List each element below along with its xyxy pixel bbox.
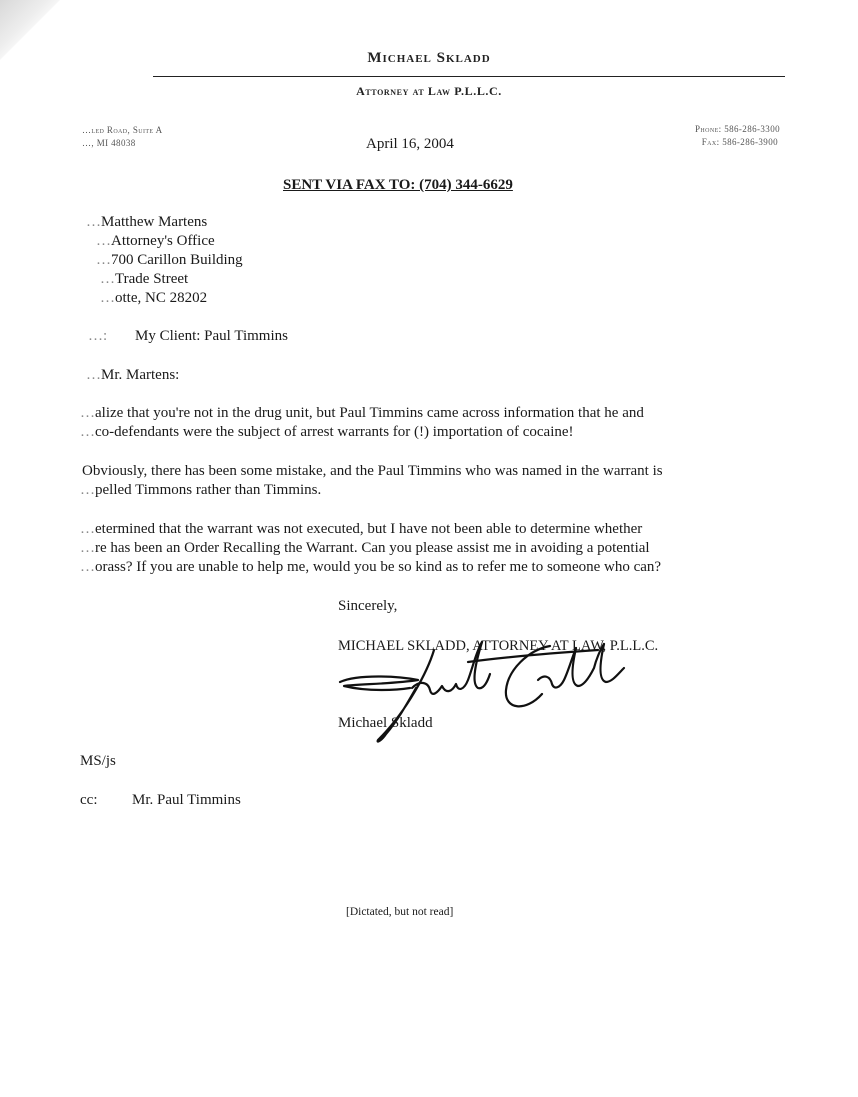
salutation-text: Mr. Martens: bbox=[101, 367, 180, 383]
paragraph3-line2-text: re has been an Order Recalling the Warrant. Can you please assist me in avoiding a potential bbox=[95, 540, 650, 556]
handwritten-signature bbox=[338, 640, 638, 750]
paragraph1-line1-prefix: … bbox=[80, 405, 95, 421]
paragraph2-line2 bbox=[80, 482, 321, 499]
recipient-line4-text: Trade Street bbox=[115, 271, 189, 287]
paragraph1-line2-text: co-defendants were the subject of arrest warrants for (!) importation of cocaine! bbox=[95, 424, 574, 440]
recipient-line3-prefix: … bbox=[96, 252, 111, 268]
paragraph2-line1: Obviously, there has been some mistake, and the Paul Timmins who was named in the warrant is bbox=[82, 463, 663, 479]
letterhead-fax: Fax: 586-286-3900 bbox=[701, 137, 778, 147]
fax-line: SENT VIA FAX TO: (704) 344-6629 bbox=[283, 177, 513, 193]
recipient-line4-prefix: … bbox=[100, 271, 115, 287]
closing-firm: MICHAEL SKLADD, ATTORNEY AT LAW, P.L.L.C. bbox=[338, 638, 659, 654]
salutation-prefix: … bbox=[86, 367, 101, 383]
letterhead-title: Attorney at Law P.L.L.C. bbox=[356, 84, 502, 98]
recipient-line3-text: 700 Carillon Building bbox=[111, 252, 243, 268]
paragraph3-line2-prefix: … bbox=[80, 540, 95, 556]
paragraph3-line1 bbox=[80, 521, 642, 538]
recipient-line1 bbox=[86, 214, 207, 231]
typist-initials: MS/js bbox=[80, 753, 116, 769]
paragraph3-line1-prefix: … bbox=[80, 521, 95, 537]
paragraph3-line3-prefix: … bbox=[80, 559, 95, 575]
paragraph2-line2-text: pelled Timmons rather than Timmins. bbox=[95, 482, 322, 498]
salutation bbox=[86, 367, 179, 384]
paragraph1-line1 bbox=[80, 405, 644, 422]
paragraph2-line2-prefix: … bbox=[80, 482, 95, 498]
paragraph3-line2 bbox=[80, 540, 650, 557]
closing-sincerely: Sincerely, bbox=[338, 598, 398, 614]
paragraph3-line3-text: orass? If you are unable to help me, would you be so kind as to refer me to someone who can? bbox=[95, 559, 662, 575]
re-label: …: bbox=[88, 328, 108, 344]
dictated-note: [Dictated, but not read] bbox=[346, 906, 454, 918]
recipient-line2-text: Attorney's Office bbox=[111, 233, 215, 249]
cc-name: Mr. Paul Timmins bbox=[132, 792, 241, 808]
recipient-line5-text: otte, NC 28202 bbox=[115, 290, 208, 306]
recipient-line5 bbox=[100, 290, 207, 307]
recipient-line5-prefix: … bbox=[100, 290, 115, 306]
closing-signer: Michael Skladd bbox=[338, 715, 433, 731]
recipient-line1-text: Matthew Martens bbox=[101, 214, 208, 230]
recipient-line2 bbox=[96, 233, 215, 250]
paragraph1-line2-prefix: … bbox=[80, 424, 95, 440]
recipient-line4 bbox=[100, 271, 188, 288]
letter-date: April 16, 2004 bbox=[366, 136, 454, 152]
paragraph3-line1-text: etermined that the warrant was not executed, but I have not been able to determine whether bbox=[95, 521, 643, 537]
recipient-line1-prefix: … bbox=[86, 214, 101, 230]
letterhead-address-line1: …led Road, Suite A bbox=[82, 125, 163, 135]
letterhead-name: Michael Skladd bbox=[367, 50, 491, 66]
re-text: My Client: Paul Timmins bbox=[135, 328, 288, 344]
recipient-line3 bbox=[96, 252, 243, 269]
recipient-line2-prefix: … bbox=[96, 233, 111, 249]
letterhead-rule bbox=[153, 76, 785, 77]
paragraph1-line2 bbox=[80, 424, 574, 441]
cc-label: cc: bbox=[80, 792, 98, 808]
paragraph3-line3 bbox=[80, 559, 661, 576]
letterhead-phone: Phone: 586-286-3300 bbox=[694, 124, 780, 134]
paragraph1-line1-text: alize that you're not in the drug unit, but Paul Timmins came across information that he and bbox=[95, 405, 644, 421]
letterhead-address-line2: …, MI 48038 bbox=[82, 138, 136, 148]
